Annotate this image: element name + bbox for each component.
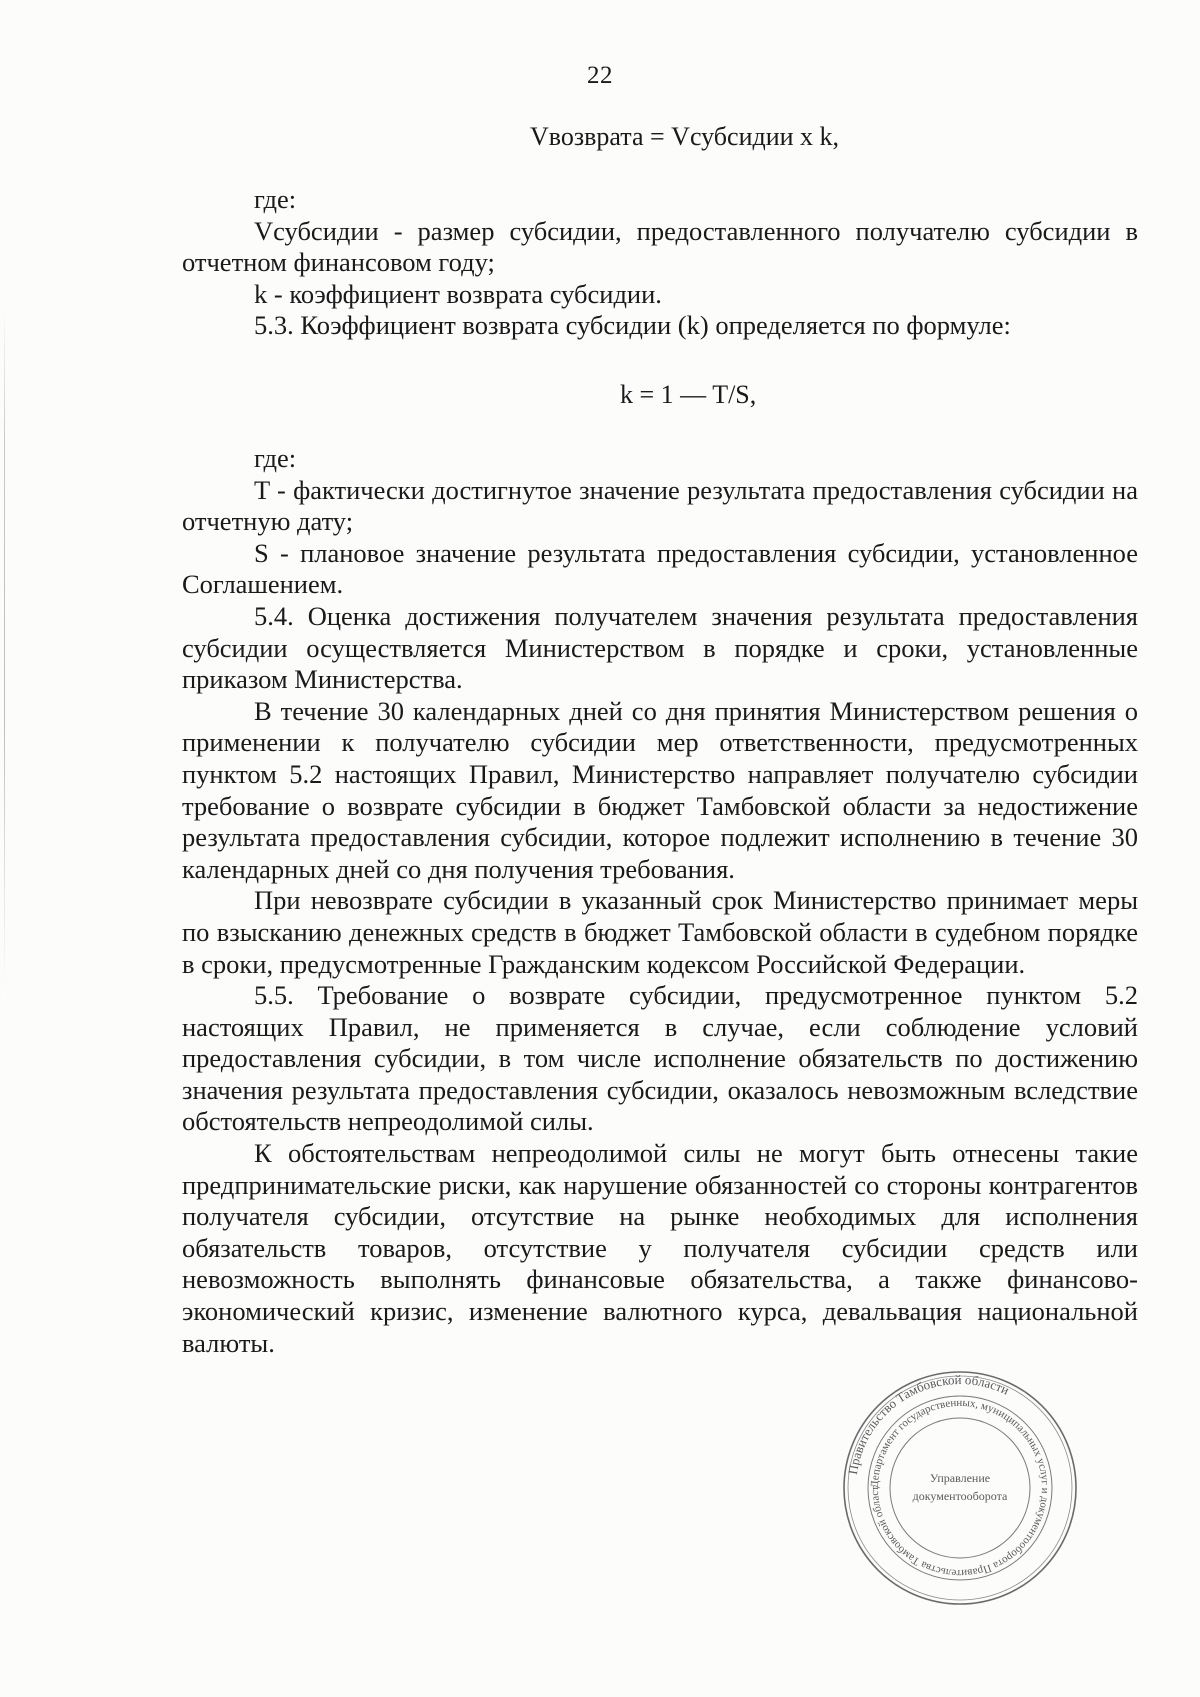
stamp-ring-text: Департамент государственных, муниципальных услуг и документооборота Правительства Тамбовской област	[868, 1396, 1052, 1580]
definition-vsubsidy: Vсубсидии - размер субсидии, предоставленного получателю субсидии в отчетном финансовом году;	[182, 215, 1138, 278]
stamp-seal-icon	[840, 1368, 1080, 1608]
paragraph-5-4: 5.4. Оценка достижения получателем значения результата предоставления субсидии осуществляется Министерством в порядке и сроки, установленные приказом Министерства.	[182, 600, 1138, 695]
definition-S: S - плановое значение результата предоставления субсидии, установленное Соглашением.	[182, 537, 1138, 600]
stamp-outer-text: Правительство Тамбовской области	[844, 1371, 1012, 1476]
paragraph-30-days: В течение 30 календарных дней со дня принятия Министерством решения о применении к получателю субсидии мер ответственности, предусмотренных пунктом 5.2 настоящих Правил, Министерство направляет получателю субсидии требование о возврате субсидии в бюджет Тамбовской области за недостижение результата предоставления субсидии, которое подлежит исполнению в течение 30 календарных дней со дня получения требования.	[182, 695, 1138, 884]
text-block-main	[182, 443, 1138, 1359]
official-stamp	[840, 1368, 1080, 1608]
scan-edge-line	[4, 300, 5, 1000]
page-number: 22	[587, 62, 613, 89]
formula-refund: Vвозврата = Vсубсидии х k,	[530, 122, 840, 151]
where-label: где:	[254, 443, 297, 473]
definition-k: k - коэффициент возврата субсидии.	[254, 278, 662, 309]
stamp-center-line1: Управление	[929, 1471, 991, 1485]
stamp-center-line2: документооборота	[912, 1489, 1008, 1503]
paragraph-5-5: 5.5. Требование о возврате субсидии, предусмотренное пунктом 5.2 настоящих Правил, не применяется в случае, если соблюдение условий предоставления субсидии, в том числе исполнение обязательств по достижению значения результата предоставления субсидии, оказалось невозможным вследствие обстоятельств непреодолимой силы.	[182, 980, 1138, 1137]
formula-k: k = 1 — T/S,	[620, 380, 757, 409]
definition-T: T - фактически достигнутое значение результата предоставления субсидии на отчетную дату;	[182, 474, 1138, 537]
where-label: где:	[254, 184, 297, 214]
paragraph-force-majeure: К обстоятельствам непреодолимой силы не могут быть отнесены такие предпринимательские риски, как нарушение обязанностей со стороны контрагентов получателя субсидии, отсутствие на рынке необходимых для исполнения обязательств товаров, отсутствие у получателя субсидии средств или невозможность выполнять финансовые обязательства, а также финансово-экономический кризис, изменение валютного курса, девальвация национальной валюты.	[182, 1138, 1138, 1358]
paragraph-5-3: 5.3. Коэффициент возврата субсидии (k) определяется по формуле:	[254, 310, 1011, 341]
paragraph-non-return: При невозврате субсидии в указанный срок Министерство принимает меры по взысканию денежных средств в бюджет Тамбовской области в судебном порядке в сроки, предусмотренные Гражданским кодексом Российской Федерации.	[182, 885, 1138, 979]
text-block-definitions	[182, 184, 1138, 342]
